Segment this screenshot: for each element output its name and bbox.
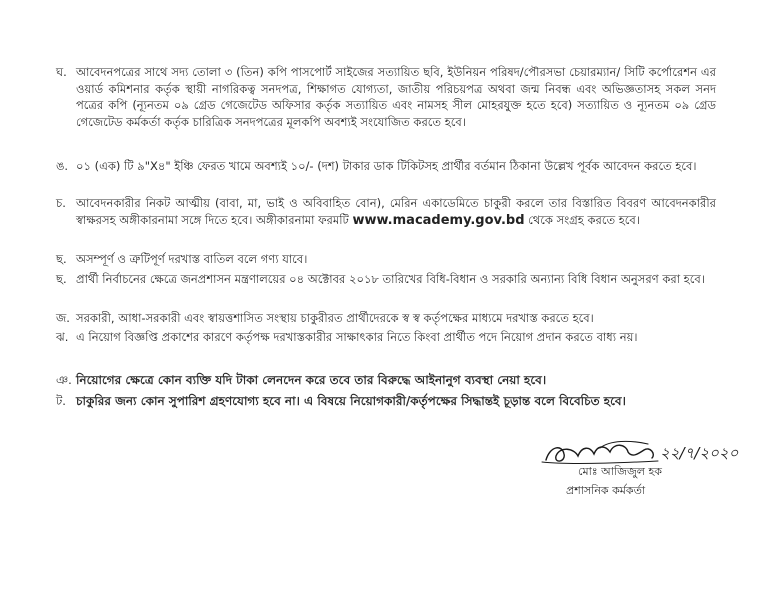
clause-text: ০১ (এক) টি ৯"X৪" ইঞ্চি ফেরত খামে অবশ্যই ১০/- (দশ) টাকার ডাক টিকিটসহ প্রার্থীর বর্তমান ঠিকানা উল্লেখ পূর্বক আবেদন করতে হবে। <box>76 159 697 173</box>
clause-marker: ঞ. <box>56 373 72 387</box>
clause-text-before: আবেদনকারীর নিকট আত্মীয় (বাবা, মা, ভাই ও অবিবাহিত বোন), মেরিন একাডেমিতে চাকুরী করলে তার বিস্তারিত বিবরণ আবেদনকারীর স্বাক্ষরসহ অঙ্গীকারনামা সঙ্গে দিতে হবে। অঙ্গীকারনামা ফরমটি <box>76 196 716 227</box>
clause-marker: ছ. <box>56 272 67 286</box>
clause-marker: ঝ. <box>56 330 69 344</box>
clause-text <box>76 195 716 229</box>
clause-text: প্রার্থী নির্বাচনের ক্ষেত্রে জনপ্রশাসন মন্ত্রণালয়ের ০৪ অক্টোবর ২০১৮ তারিখের বিধি-বিধান ও সরকারি অন্যান্য বিধি বিধান অনুসরণ করা হবে। <box>76 272 705 286</box>
clause-ja <box>56 310 716 327</box>
clause-text: এ নিয়োগ বিজ্ঞপ্তি প্রকাশের কারণে কর্তৃপক্ষ দরখাস্তকারীর সাক্ষাৎকার নিতে কিংবা প্রার্থীত পদে নিয়োগ প্রদান করতে বাধ্য নয়। <box>76 330 638 344</box>
clause-jha <box>56 329 716 346</box>
signatory-name: মোঃ আজিজুল হক <box>578 465 662 478</box>
clause-chha <box>56 251 716 268</box>
clause-marker: ঙ. <box>56 159 69 173</box>
clause-marker: ট. <box>56 394 66 408</box>
clause-chha-2 <box>56 271 716 288</box>
clause-text: নিয়োগের ক্ষেত্রে কোন ব্যক্তি যদি টাকা লেনদেন করে তবে তার বিরুদ্ধে আইনানুগ ব্যবস্থা নেয়া হবে। <box>76 373 547 387</box>
clause-nya <box>56 372 716 389</box>
clause-gha <box>56 64 716 130</box>
clause-marker: চ. <box>56 196 66 210</box>
clause-marker: ছ. <box>56 252 67 266</box>
clause-text: আবেদনপত্রের সাথে সদ্য তোলা ৩ (তিন) কপি পাসপোর্ট সাইজের সত্যায়িত ছবি, ইউনিয়ন পরিষদ/পৌরসভা চেয়ারম্যান/ সিটি কর্পোরেশন এর ওয়ার্ড কমিশনার কর্তৃক স্থায়ী নাগরিকত্ব সনদপত্র, শিক্ষাগত যোগ্যতা, জাতীয় পরিচয়পত্র অথবা জন্ম নিবন্ধ এবং অভিজ্ঞতাসহ সকল সনদ পত্রের কপি (ন্যূনতম ০৯ গ্রেড গেজেটেড অফিসার কর্তৃক সত্যায়িত এবং নামসহ সীল মোহরযুক্ত হতে হবে) সত্যায়িত ও ন্যূনতম ০৯ গ্রেড গেজেটেড কর্মকর্তা কর্তৃক চারিত্রিক সনদপত্রের মূলকপি অবশ্যই সংযোজিত করতে হবে। <box>76 65 716 129</box>
clause-marker: জ. <box>56 311 70 325</box>
clause-text: চাকুরির জন্য কোন সুপারিশ গ্রহণযোগ্য হবে না। এ বিষয়ে নিয়োগকারী/কর্তৃপক্ষের সিদ্ধান্তই চূড়ান্ত বলে বিবেচিত হবে। <box>76 394 626 408</box>
clause-marker: ঘ. <box>56 65 67 79</box>
signatory-title: প্রশাসনিক কর্মকর্তা <box>566 484 646 497</box>
signature-date: ২২/৭/২০২০ <box>660 444 739 462</box>
clause-ta <box>56 393 716 410</box>
clause-text: সরকারী, আধা-সরকারী এবং স্বায়ত্তশাসিত সংস্থায় চাকুরীরত প্রার্থীদেরকে স্ব স্ব কর্তৃপক্ষের মাধ্যমে দরখাস্ত করতে হবে। <box>76 311 594 325</box>
website-link[interactable]: www.macademy.gov.bd <box>352 212 525 228</box>
clause-text: অসম্পূর্ণ ও ত্রুটিপূর্ণ দরখাস্ত বাতিল বলে গণ্য যাবে। <box>76 252 308 266</box>
clause-text-after: থেকে সংগ্রহ করতে হবে। <box>528 212 640 227</box>
clause-nga <box>56 158 716 175</box>
clause-cha <box>56 195 716 229</box>
